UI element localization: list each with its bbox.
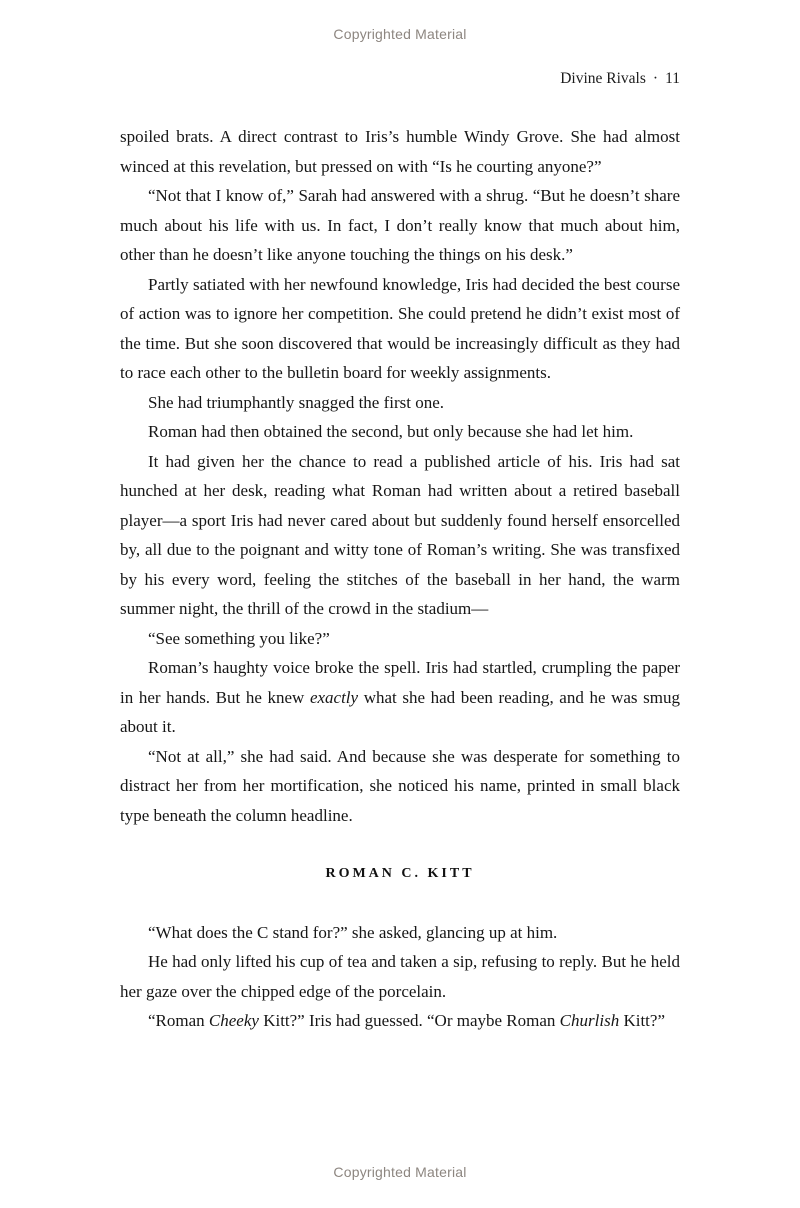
paragraph xyxy=(120,947,680,1006)
text-segment: “Roman xyxy=(148,1011,209,1030)
header-separator: · xyxy=(652,70,659,87)
paragraph xyxy=(120,447,680,624)
text-segment: Partly satiated with her newfound knowledge, Iris had decided the best course of action was to ignore her competition. She could pretend he didn’t exist most of the time. But she soon discovered that would be increasingly difficult as they had to race each other to the bulletin board for weekly assignments. xyxy=(120,274,680,382)
text-segment: “Not at all,” she had said. And because she was desperate for something to distract her from her mortification, she noticed his name, printed in small black type beneath the column headline. xyxy=(120,746,680,825)
copyright-notice-bottom: Copyrighted Material xyxy=(333,1164,467,1180)
text-segment: Kitt?” xyxy=(619,1011,665,1030)
paragraph xyxy=(120,624,680,654)
text-segment: “What does the C stand for?” she asked, glancing up at him. xyxy=(148,922,558,942)
paragraph xyxy=(120,122,680,181)
paragraph xyxy=(120,1006,680,1036)
paragraph xyxy=(120,181,680,270)
text-segment: what she had been reading, and he was smug about it. xyxy=(120,687,680,736)
italic-text: Cheeky xyxy=(208,1011,259,1030)
text-segment: “See something you like?” xyxy=(148,628,330,648)
copyright-notice-top: Copyrighted Material xyxy=(333,26,467,42)
text-segment: Kitt?” Iris had guessed. “Or maybe Roman xyxy=(258,1011,560,1030)
italic-text: exactly xyxy=(309,687,359,707)
paragraph xyxy=(120,388,680,418)
book-title: Divine Rivals xyxy=(560,70,646,87)
paragraph xyxy=(120,918,680,948)
paragraph xyxy=(120,653,680,742)
text-segment: Roman’s haughty voice broke the spell. Iris had startled, crumpling the paper in her hands. But he knew xyxy=(120,658,680,707)
text-segment: spoiled brats. A direct contrast to Iris’s humble Windy Grove. She had almost winced at this revelation, but pressed on with “Is he courting anyone?” xyxy=(120,127,680,176)
page-number: 11 xyxy=(665,70,680,87)
italic-text: Churlish xyxy=(559,1011,620,1030)
page-body xyxy=(120,122,680,1036)
text-segment: “Not that I know of,” Sarah had answered with a shrug. “But he doesn’t share much about his life with us. In fact, I don’t really know that much about him, other than he doesn’t like anyone touching the things on his desk.” xyxy=(120,186,680,264)
text-segment: She had triumphantly snagged the first one. xyxy=(148,392,445,412)
text-segment: It had given her the chance to read a published article of his. Iris had sat hunched at her desk, reading what Roman had written about a retired baseball player—a sport Iris had never cared about but suddenly found herself ensorcelled by, all due to the poignant and witty tone of Roman’s writing. She was transfixed by his every word, feeling the stitches of the baseball in her hand, the warm summer night, the thrill of the crowd in the stadium— xyxy=(120,451,680,618)
running-header xyxy=(120,70,680,88)
paragraph xyxy=(120,417,680,447)
text-segment: Roman had then obtained the second, but only because she had let him. xyxy=(148,422,634,441)
paragraph xyxy=(120,742,680,831)
section-heading: ROMAN C. KITT xyxy=(325,866,475,881)
paragraph xyxy=(120,270,680,388)
text-segment: He had only lifted his cup of tea and taken a sip, refusing to reply. But he held her gaze over the chipped edge of the porcelain. xyxy=(120,952,680,1001)
